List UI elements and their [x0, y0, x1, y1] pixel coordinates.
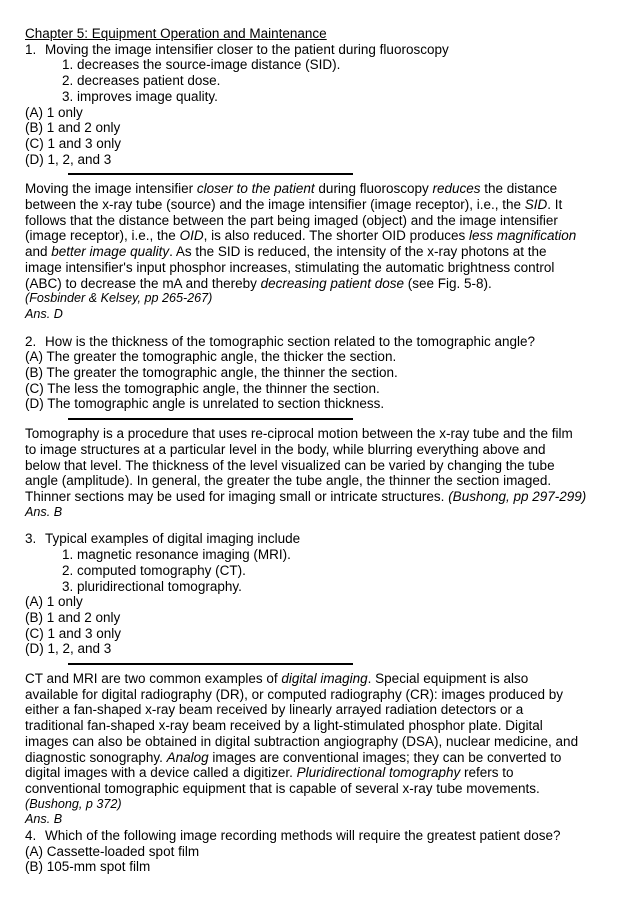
question-block: [25, 828, 619, 875]
question: [25, 42, 619, 58]
explanation-line: Moving the image intensifier closer to the patient during fluoroscopy reduces the distance: [25, 181, 558, 197]
citation-line: (Bushong, p 372): [25, 796, 122, 811]
question-text: Typical examples of digital imaging include: [45, 531, 301, 547]
explanation-line: (ABC) to decrease the mA and thereby decreasing patient dose (see Fig. 5-8).: [25, 275, 492, 291]
question-sub-item: 2. computed tomography (CT).: [62, 562, 246, 578]
question-text: How is the thickness of the tomographic section related to the tomographic angle?: [45, 333, 536, 349]
explanation: [25, 426, 619, 520]
answer-choice: (D) The tomographic angle is unrelated to section thickness.: [25, 396, 385, 412]
divider-line: [68, 173, 353, 175]
explanation-line: diagnostic sonography. Analog images are conventional images; they can be converted to: [25, 749, 562, 765]
explanation-line: follows that the distance between the part being imaged (object) and the image intensifier: [25, 212, 558, 228]
explanation-line: images can also be obtained in digital subtraction angiography (DSA), nuclear medicine, and: [25, 733, 579, 749]
question-block: [25, 334, 619, 413]
divider-line: [68, 418, 353, 420]
question: [25, 334, 619, 350]
answer-key-line: Ans. B: [25, 504, 63, 519]
answer-choice: (B) The greater the tomographic angle, the thinner the section.: [25, 365, 398, 381]
spacer: [25, 520, 619, 531]
question-number: 3.: [25, 531, 37, 547]
explanation-line: and better image quality. As the SID is reduced, the intensity of the x-ray photons at the: [25, 244, 547, 260]
page-title: Chapter 5: Equipment Operation and Maintenance: [25, 26, 327, 41]
question-text: Which of the following image recording methods will require the greatest patient dose?: [45, 828, 561, 844]
explanation-line: digital images with a device called a digitizer. Pluridirectional tomography refers to: [25, 765, 514, 781]
explanation-line: Thinner sections may be used for imaging small or intricate structures. (Bushong, pp 297-299): [25, 488, 587, 504]
answer-choice: (C) 1 and 3 only: [25, 135, 122, 151]
explanation-line: (image receptor), i.e., the OID, is also reduced. The shorter OID produces less magnification: [25, 228, 577, 244]
question-number: 2.: [25, 333, 37, 349]
explanation-line: available for digital radiography (DR), or computed radiography (CR): images produced by: [25, 686, 564, 702]
explanation-line: to image structures at a particular level in the body, while blurring everything above and: [25, 441, 546, 457]
answer-choice: (A) 1 only: [25, 104, 83, 120]
question-sub-item: 3. pluridirectional tomography.: [62, 578, 242, 594]
explanation-line: conventional tomographic equipment that is capable of several x-ray tube movements.: [25, 780, 540, 796]
answer-choice: (A) 1 only: [25, 594, 83, 610]
question-block: [25, 42, 619, 168]
answer-key-line: Ans. D: [25, 306, 63, 321]
explanation-line: angle (amplitude). In general, the greater the tube angle, the thinner the section imaged.: [25, 473, 552, 489]
explanation-line: either a fan-shaped x-ray beam received by linearly arrayed radiation detectors or a: [25, 702, 524, 718]
answer-choice: (D) 1, 2, and 3: [25, 641, 112, 657]
answer-choice: (A) The greater the tomographic angle, the thicker the section.: [25, 349, 397, 365]
document-content: [25, 42, 619, 875]
answer-choice: (C) The less the tomographic angle, the thinner the section.: [25, 380, 380, 396]
answer-key-line: Ans. B: [25, 812, 63, 827]
answer-choice: (B) 1 and 2 only: [25, 609, 121, 625]
citation-line: (Fosbinder & Kelsey, pp 265-267): [25, 291, 213, 306]
question-sub-item: 1. magnetic resonance imaging (MRI).: [62, 547, 291, 563]
question-sub-item: 1. decreases the source-image distance (SID).: [62, 57, 341, 73]
question-text: Moving the image intensifier closer to the patient during fluoroscopy: [45, 41, 449, 57]
divider-line: [68, 663, 353, 665]
question: [25, 531, 619, 547]
explanation-line: between the x-ray tube (source) and the image intensifier (image receptor), i.e., the SID. It: [25, 197, 563, 213]
question: [25, 828, 619, 844]
answer-choice: (A) Cassette-loaded spot film: [25, 843, 200, 859]
question-number: 4.: [25, 828, 37, 844]
question-block: [25, 531, 619, 657]
explanation-line: CT and MRI are two common examples of digital imaging. Special equipment is also: [25, 671, 529, 687]
explanation-line: traditional fan-shaped x-ray beam received by a light-stimulated phosphor plate. Digital: [25, 718, 543, 734]
question-number: 1.: [25, 41, 37, 57]
question-sub-item: 3. improves image quality.: [62, 88, 218, 104]
explanation: [25, 181, 619, 322]
answer-choice: (C) 1 and 3 only: [25, 625, 122, 641]
explanation: [25, 671, 619, 828]
spacer: [25, 323, 619, 334]
answer-choice: (B) 1 and 2 only: [25, 120, 121, 136]
explanation-line: Tomography is a procedure that uses re-ciprocal motion between the x-ray tube and the film: [25, 426, 573, 442]
question-sub-item: 2. decreases patient dose.: [62, 73, 221, 89]
answer-choice: (B) 105-mm spot film: [25, 859, 151, 875]
explanation-line: image intensifier's input phosphor increases, stimulating the automatic brightness control: [25, 259, 555, 275]
answer-choice: (D) 1, 2, and 3: [25, 151, 112, 167]
explanation-line: below that level. The thickness of the level visualized can be varied by changing the tube: [25, 457, 555, 473]
